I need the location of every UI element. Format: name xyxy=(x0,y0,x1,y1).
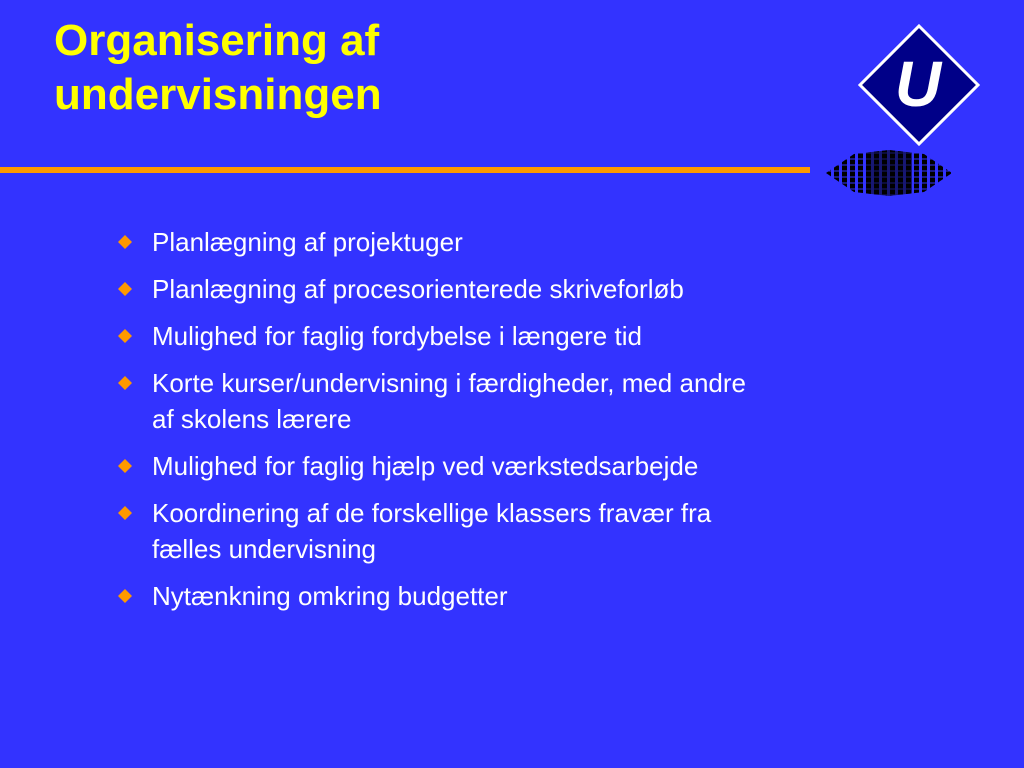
bullet-text: Nytænkning omkring budgetter xyxy=(152,581,508,611)
bullet-text: Planlægning af projektuger xyxy=(152,227,463,257)
bullet-text: Mulighed for faglig fordybelse i længere tid xyxy=(152,321,642,351)
bullet-text-continuation: af skolens lærere xyxy=(152,404,352,434)
logo-letter: U xyxy=(894,48,942,120)
bullet-text: Korte kurser/undervisning i færdigheder, med andre xyxy=(152,368,746,398)
orange-diamond-bullet-icon xyxy=(118,329,132,343)
bullet-text: Planlægning af procesorienterede skriveforløb xyxy=(152,274,684,304)
orange-diamond-bullet-icon xyxy=(118,376,132,390)
list-item xyxy=(118,363,958,439)
bullet-text-continuation: fælles undervisning xyxy=(152,534,377,564)
orange-diamond-bullet-icon xyxy=(118,459,132,473)
bullet-text: Koordinering af de forskellige klassers fravær fra xyxy=(152,498,712,528)
list-item xyxy=(118,576,958,616)
bullet-text: Mulighed for faglig hjælp ved værkstedsarbejde xyxy=(152,451,699,481)
bullet-list xyxy=(118,222,958,623)
title-line-1: Organisering af xyxy=(54,16,380,65)
list-item xyxy=(118,493,958,569)
orange-diamond-bullet-icon xyxy=(118,589,132,603)
striped-lens-icon xyxy=(826,150,952,196)
list-item xyxy=(118,316,958,356)
u-diamond-logo xyxy=(858,24,980,146)
list-item xyxy=(118,222,958,262)
orange-diamond-bullet-icon xyxy=(118,235,132,249)
orange-diamond-bullet-icon xyxy=(118,506,132,520)
list-item xyxy=(118,446,958,486)
orange-diamond-bullet-icon xyxy=(118,282,132,296)
title-divider xyxy=(0,167,810,173)
slide-title xyxy=(54,14,774,122)
list-item xyxy=(118,269,958,309)
title-line-2: undervisningen xyxy=(54,70,382,119)
